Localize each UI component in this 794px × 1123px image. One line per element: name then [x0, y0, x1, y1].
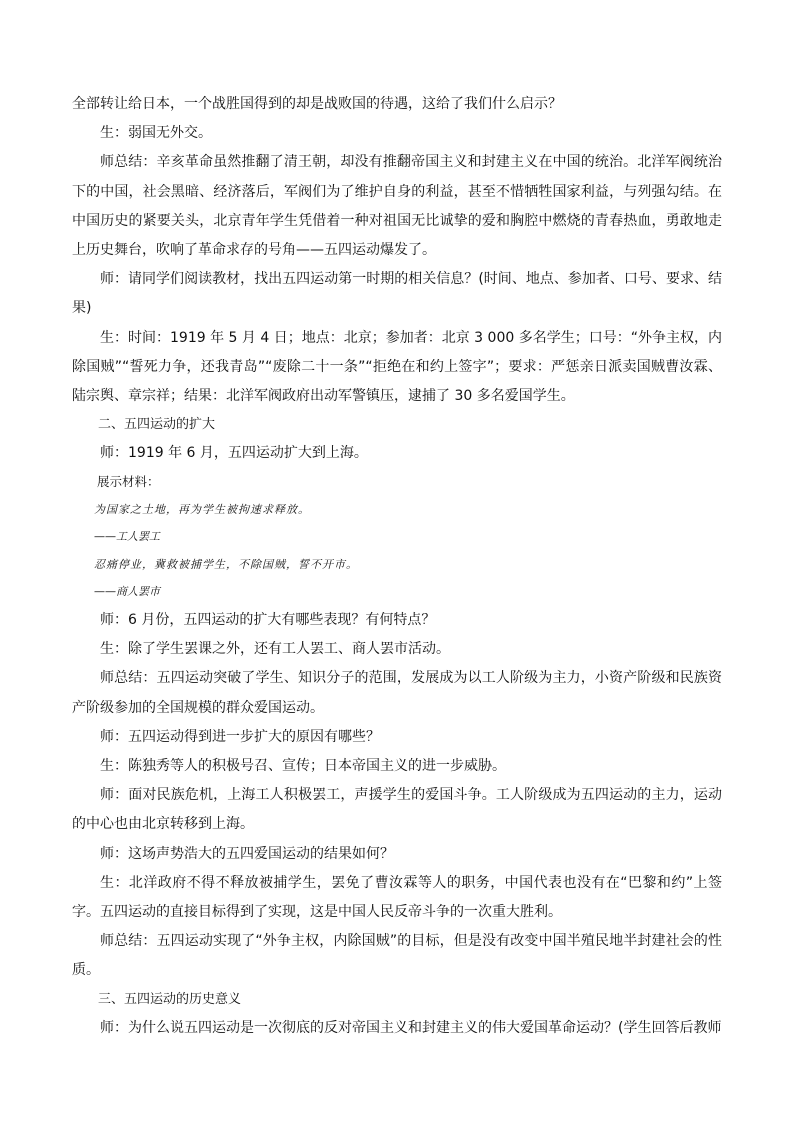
section-heading-significance: 三、五四运动的历史意义: [98, 991, 242, 1007]
paragraph-teacher-summary-6: 师总结：五四运动实现了“外争主权，内除国贼”的目标，但是没有改变中国半殖民地半封建社会的性质。: [72, 933, 722, 979]
paragraph-student-answer-1: 生：弱国无外交。: [100, 125, 212, 142]
quote-merchants-strike: 忍痛停业，冀救被捕学生，不除国贼，誓不开市。: [94, 557, 358, 571]
paragraph-teacher-question-6: 师：这场声势浩大的五四爱国运动的结果如何？: [100, 845, 394, 862]
paragraph-teacher-question-7: 师：为什么说五四运动是一次彻底的反对帝国主义和封建主义的伟大爱国革命运动？(学生回答后教师: [100, 1019, 722, 1036]
paragraph-material-label: 展示材料：: [97, 474, 160, 490]
paragraph-teacher-summary-4: 师总结：五四运动突破了学生、知识分子的范围，发展成为以工人阶级为主力，小资产阶级和民族资产阶级参加的全国规模的群众爱国运动。: [72, 670, 722, 716]
paragraph-student-answer-6: 生：北洋政府不得不释放被捕学生，罢免了曹汝霖等人的职务，中国代表也没有在“巴黎和约”上签字。五四运动的直接目标得到了实现，这是中国人民反帝斗争的一次重大胜利。: [72, 874, 722, 920]
quote-workers-strike: 为国家之土地，再为学生被拘速求释放。: [94, 502, 310, 516]
paragraph-teacher-summary-1: 师总结：辛亥革命虽然推翻了清王朝，却没有推翻帝国主义和封建主义在中国的统治。北洋军阀统治下的中国，社会黑暗、经济落后，军阀们为了维护自身的利益，甚至不惜牺牲国家利益，与列强勾结。在中国历史的紧要关头，北京青年学生凭借着一种对祖国无比诚挚的爱和胸腔中燃烧的青春热血，勇敢地走上历史舞台，吹响了革命求存的号角——五四运动爆发了。: [72, 154, 722, 259]
paragraph-student-answer-4: 生：除了学生罢课之外，还有工人罢工、商人罢市活动。: [100, 641, 450, 658]
paragraph-teacher-statement-3: 师：1919 年 6 月，五四运动扩大到上海。: [100, 445, 368, 462]
paragraph-student-answer-2: 生：时间：1919 年 5 月 4 日；地点：北京；参加者：北京 3 000 多名学生；口号：“外争主权，内除国贼”“誓死力争，还我青岛”“废除二十一条”“拒绝在和约上签字”；要求：严惩亲日派卖国贼曹汝霖、陆宗舆、章宗祥；结果：北洋军阀政府出动军警镇压，逮捕了 30 多名爱国学生。: [72, 329, 722, 405]
paragraph-teacher-question-2: 师：请同学们阅读教材，找出五四运动第一时期的相关信息？(时间、地点、参加者、口号、要求、结果): [72, 271, 722, 317]
paragraph-teacher-statement-5: 师：面对民族危机，上海工人积极罢工，声援学生的爱国斗争。工人阶级成为五四运动的主力，运动的中心也由北京转移到上海。: [72, 787, 722, 833]
quote-source-merchants: ——商人罢市: [94, 585, 160, 599]
document-page: [72, 90, 722, 1043]
section-heading-expansion: 二、五四运动的扩大: [98, 417, 216, 433]
paragraph-teacher-question-4: 师：6 月份，五四运动的扩大有哪些表现？有何特点？: [100, 611, 436, 628]
paragraph-intro-question: 全部转让给日本，一个战胜国得到的却是战败国的待遇，这给了我们什么启示？: [72, 96, 562, 112]
paragraph-student-answer-5: 生：陈独秀等人的积极号召、宣传；日本帝国主义的进一步威胁。: [100, 757, 506, 774]
quote-source-workers: ——工人罢工: [94, 530, 160, 544]
paragraph-teacher-question-5: 师：五四运动得到进一步扩大的原因有哪些？: [100, 728, 380, 745]
